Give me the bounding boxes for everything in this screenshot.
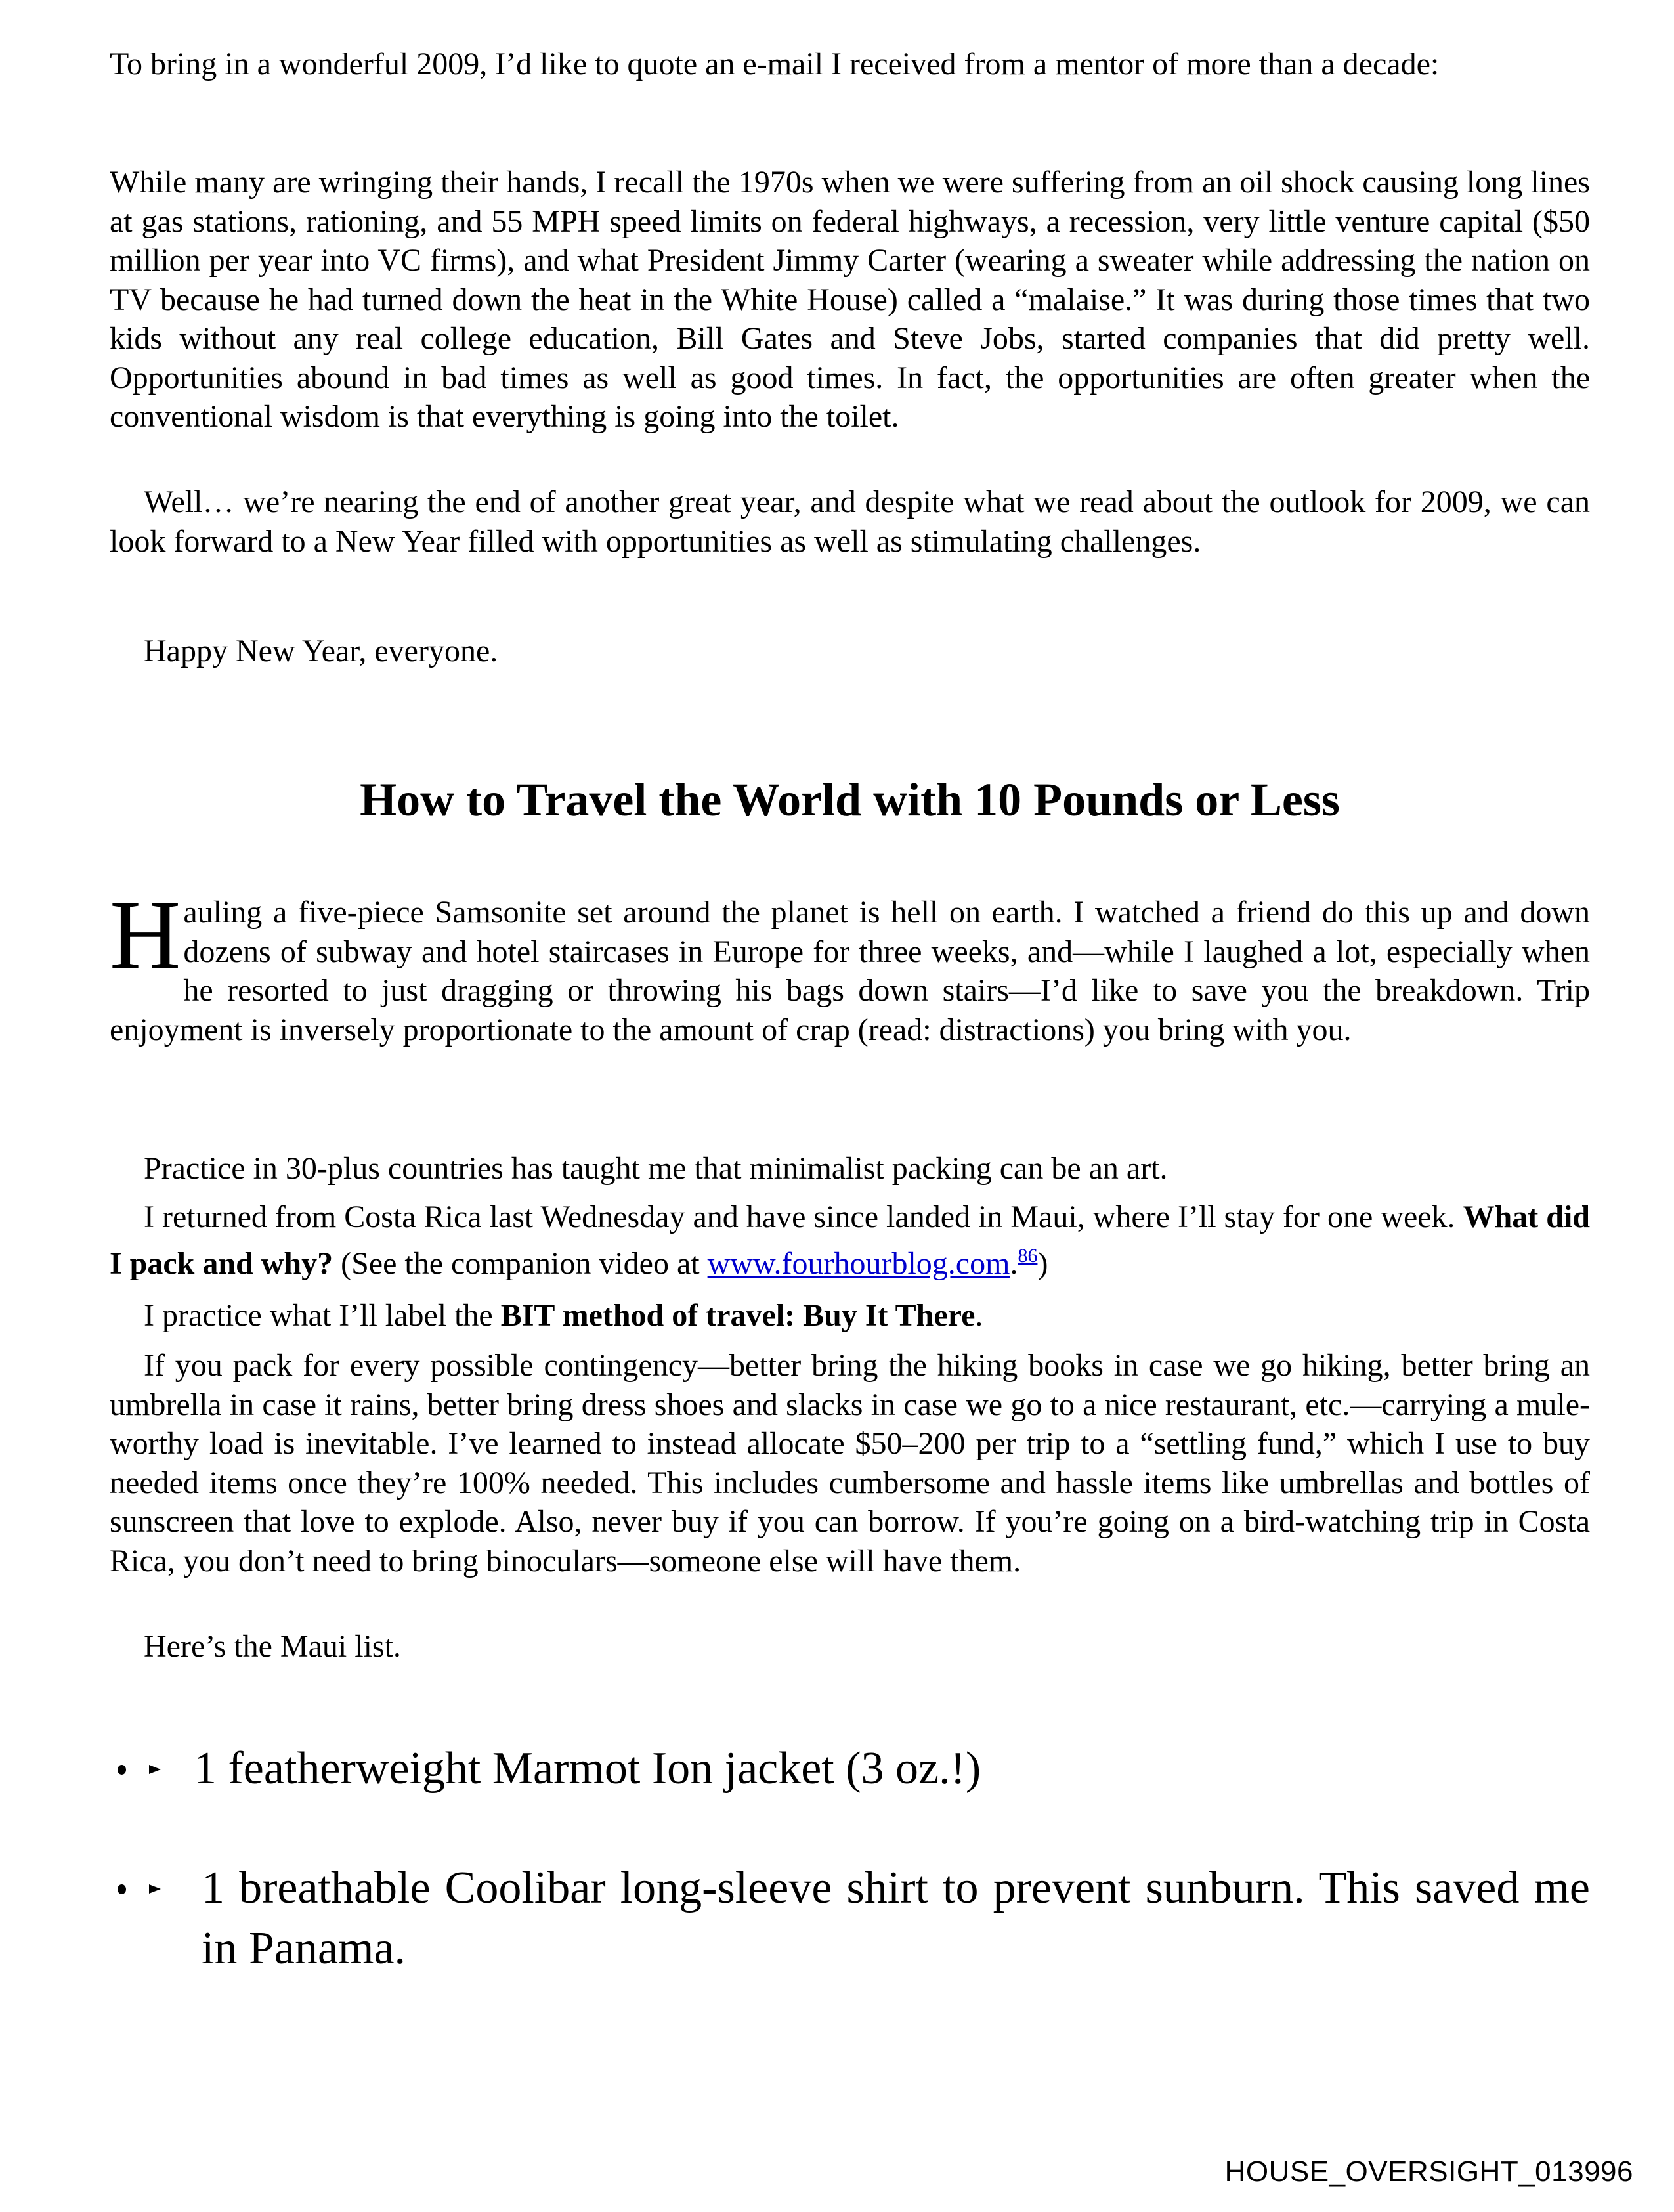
practice-paragraph: Practice in 30-plus countries has taught me that minimalist packing can be an art.: [144, 1151, 1168, 1186]
bit-method-bold: BIT method of travel: Buy It There: [500, 1298, 976, 1333]
packing-list: [110, 1739, 1590, 1979]
fourhourblog-link[interactable]: www.fourhourblog.com: [707, 1246, 1010, 1281]
bates-number: HOUSE_OVERSIGHT_013996: [1224, 2156, 1633, 2188]
footnote-86-link[interactable]: 86: [1018, 1245, 1038, 1267]
maui-list-intro: Here’s the Maui list.: [144, 1629, 401, 1664]
bullet-arrow-icon: [149, 1765, 161, 1774]
opening-paragraph-text: auling a five-piece Samsonite set around the planet is hell on earth. I watched a friend do this up and down dozens of subway and hotel staircases in Europe for three weeks, and—while I laughed a lot, especially when he resorted to just dragging or throwing his bags down stairs—I’d like to save you the breakdown. Trip enjoyment is inversely proportionate to the amount of crap (read: distractions) you bring with you.: [110, 895, 1590, 1047]
list-item: 1 featherweight Marmot Ion jacket (3 oz.!): [110, 1739, 1590, 1799]
settling-fund-paragraph: If you pack for every possible contingency—better bring the hiking books in case we go hiking, better bring an umbrella in case it rains, better bring dress shoes and slacks in case we go to a nice restaurant, etc.—carrying a mule-worthy load is inevitable. I’ve learned to instead allocate $50–200 per trip to a “settling fund,” which I use to buy needed items once they’re 100% needed. This includes cumbersome and hassle items like umbrellas and bottles of sunscreen that love to explode. Also, never buy if you can borrow. If you’re going on a bird-watching trip in Costa Rica, you don’t need to bring binoculars—someone else will have them.: [110, 1348, 1590, 1578]
maui-paragraph: I returned from Costa Rica last Wednesday and have since landed in Maui, where I’ll stay for one week. What did I pack and why? (See the companion video at www.fourhourblog.com.$^{86}$): [110, 1200, 1591, 1281]
article-title: How to Travel the World with 10 Pounds or Less: [360, 773, 1340, 826]
bullet-dot-icon: [118, 1884, 126, 1894]
article-opening-paragraph: [110, 880, 1590, 1049]
intro-lead-paragraph: To bring in a wonderful 2009, I’d like to quote an e-mail I received from a mentor of more than a decade:: [110, 47, 1440, 81]
bullet-dot-icon: [118, 1765, 126, 1775]
mentor-quote-paragraph: While many are wringing their hands, I recall the 1970s when we were suffering from an oil shock causing long lines at gas stations, rationing, and 55 MPH speed limits on federal highways, a recession, very little venture capital ($50 million per year into VC firms), and what President Jimmy Carter (wearing a sweater while addressing the nation on TV because he had turned down the heat in the White House) called a “malaise.” It was during those times that two kids without any real college education, Bill Gates and Steve Jobs, started companies that did pretty well. Opportunities abound in bad times as well as good times. In fact, the opportunities are often greater when the conventional wisdom is that everything is going into the toilet.: [110, 165, 1590, 434]
intro-closing-paragraph: Well… we’re nearing the end of another great year, and despite what we read about the outlook for 2009, we can look forward to a New Year filled with opportunities as well as stimulating challenges.: [110, 485, 1590, 559]
new-year-greeting: Happy New Year, everyone.: [144, 634, 498, 668]
list-item: 1 breathable Coolibar long-sleeve shirt to prevent sunburn. This saved me in Panama.: [110, 1858, 1590, 1979]
bullet-arrow-icon: [149, 1884, 161, 1894]
what-did-i-pack-bold: What did I pack and why?: [110, 1200, 1591, 1281]
drop-cap: H: [110, 880, 181, 989]
bit-method-paragraph: I practice what I’ll label the BIT method of travel: Buy It There.: [144, 1298, 983, 1333]
